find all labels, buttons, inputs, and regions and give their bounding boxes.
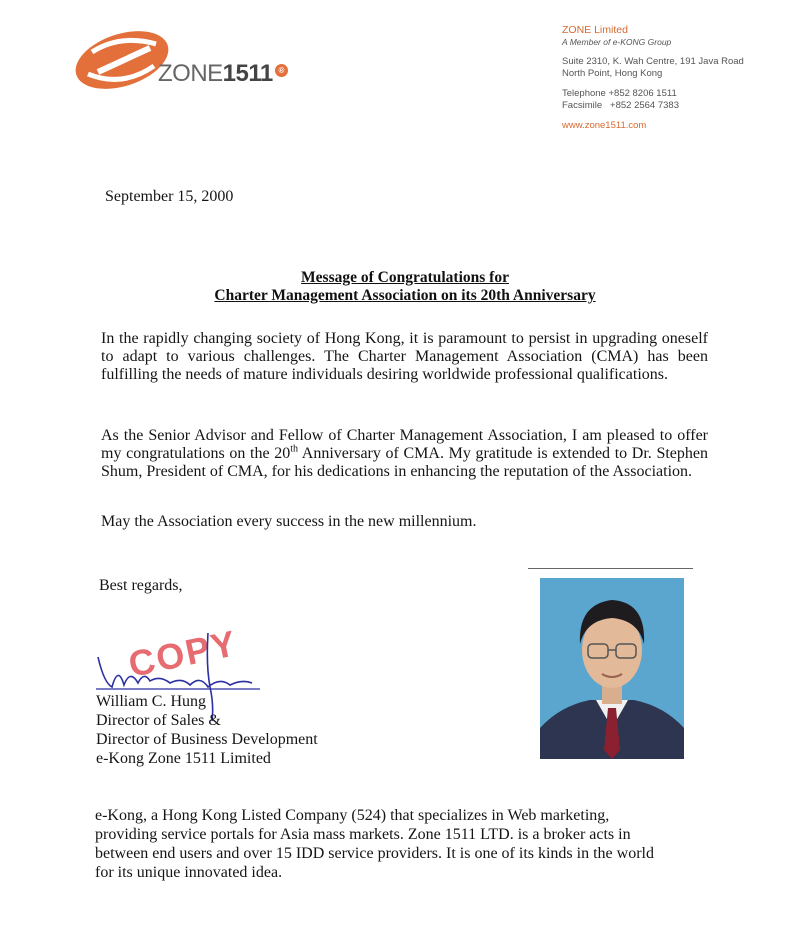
letterhead-address xyxy=(562,24,792,132)
paragraph-2-end: Anniversary of CMA. My gratitude is extended to Dr. Stephen Shum, President of CMA, for his dedications in enhancing the reputation of the Association. xyxy=(101,445,708,480)
website: www.zone1511.com xyxy=(562,120,647,131)
logo-word-number: 1511 xyxy=(222,60,273,87)
footer-line-1: e-Kong, a Hong Kong Listed Company (524) that specializes in Web marketing, xyxy=(95,807,610,824)
paragraph-2 xyxy=(101,427,708,481)
logo-word-zone: ZONE xyxy=(158,60,223,87)
footer-line-2: providing service portals for Asia mass markets. Zone 1511 LTD. is a broker acts in xyxy=(95,826,631,843)
registered-mark-icon: ® xyxy=(275,64,288,77)
title-line-1: Message of Congratulations for xyxy=(301,269,509,286)
copy-stamp: COPY xyxy=(124,622,241,686)
facsimile: Facsimile +852 2564 7383 xyxy=(562,100,679,111)
footer-line-3: between end users and over 15 IDD service providers. It is one of its kinds in the world xyxy=(95,845,654,862)
company-name: ZONE Limited xyxy=(562,24,628,36)
ordinal-suffix: th xyxy=(290,443,299,455)
paragraph-3: May the Association every success in the new millennium. xyxy=(101,513,477,530)
address-line-2: North Point, Hong Kong xyxy=(562,68,663,79)
footer-line-4: for its unique innovated idea. xyxy=(95,864,283,881)
letter-title xyxy=(100,269,710,305)
photo-divider xyxy=(528,568,693,569)
telephone: Telephone +852 8206 1511 xyxy=(562,88,677,99)
member-line: A Member of e-KONG Group xyxy=(562,37,672,47)
signer-name: William C. Hung xyxy=(96,693,207,710)
paragraph-1: In the rapidly changing society of Hong Kong, it is paramount to persist in upgrading oneself to adapt to various challenges. The Charter Management Association (CMA) has been fulfilling the needs of mature individuals desiring worldwide professional qualifications. xyxy=(101,330,708,383)
title-line-2: Charter Management Association on its 20th Anniversary xyxy=(214,287,596,304)
paragraph-2-start: As the Senior Advisor and Fellow of Charter Management Association, I am pleased to offer my congratulations on the 20 xyxy=(101,427,708,462)
logo-wordmark xyxy=(158,60,288,88)
signer-title-2: Director of Business Development xyxy=(96,731,318,748)
portrait-photo xyxy=(540,578,684,759)
address-line-1: Suite 2310, K. Wah Centre, 191 Java Road xyxy=(562,56,744,67)
letter-date: September 15, 2000 xyxy=(105,188,234,205)
signer-company: e-Kong Zone 1511 Limited xyxy=(96,750,271,767)
signer-block xyxy=(96,692,318,768)
company-footer xyxy=(95,806,695,882)
signer-title-1: Director of Sales & xyxy=(96,712,221,729)
closing: Best regards, xyxy=(99,577,183,594)
